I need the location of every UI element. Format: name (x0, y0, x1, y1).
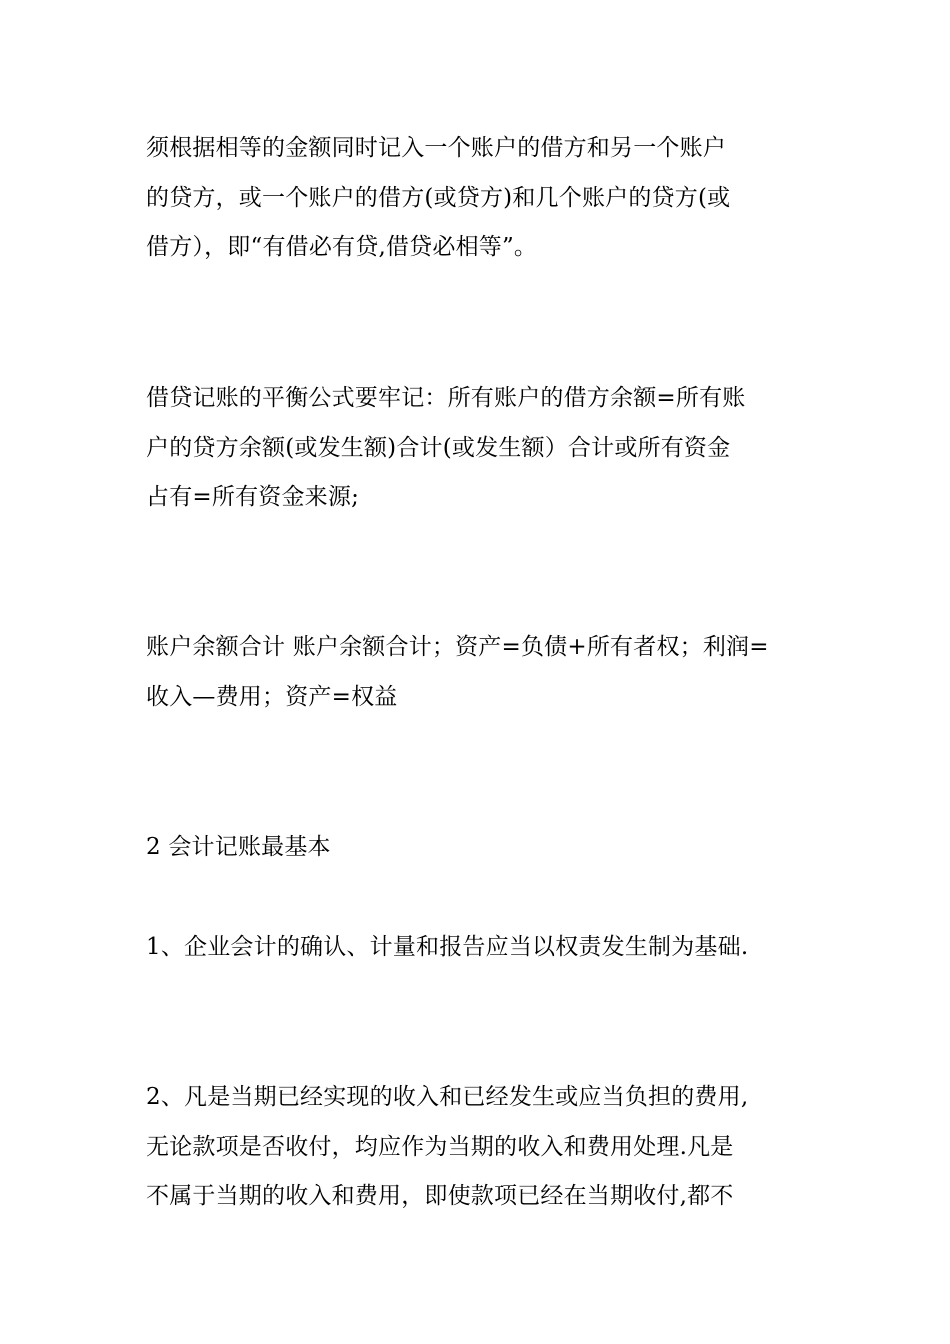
text-line: 须根据相等的金额同时记入一个账户的借方和另一个账户 (146, 135, 726, 161)
text-line: 占有=所有资金来源; (146, 484, 360, 510)
text-line: 无论款项是否收付，均应作为当期的收入和费用处理.凡是 (146, 1134, 734, 1160)
text-line: 账户余额合计 账户余额合计；资产=负债+所有者权；利润= (146, 634, 769, 660)
text-line: 借方），即“有借必有贷,借贷必相等”。 (146, 234, 538, 260)
section-title: 2 会计记账最基本 (146, 834, 331, 860)
text-line: 的贷方，或一个账户的借方(或贷方)和几个账户的贷方(或 (146, 185, 731, 211)
text-line: 不属于当期的收入和费用，即使款项已经在当期收付,都不 (146, 1183, 734, 1209)
text-line: 2、凡是当期已经实现的收入和已经发生或应当负担的费用, (146, 1084, 749, 1110)
text-line: 收入—费用；资产=权益 (146, 684, 398, 710)
text-line: 户的贷方余额(或发生额)合计(或发生额）合计或所有资金 (146, 435, 731, 461)
text-line: 借贷记账的平衡公式要牢记：所有账户的借方余额=所有账 (146, 385, 746, 411)
text-line: 1、企业会计的确认、计量和报告应当以权责发生制为基础. (146, 934, 749, 960)
